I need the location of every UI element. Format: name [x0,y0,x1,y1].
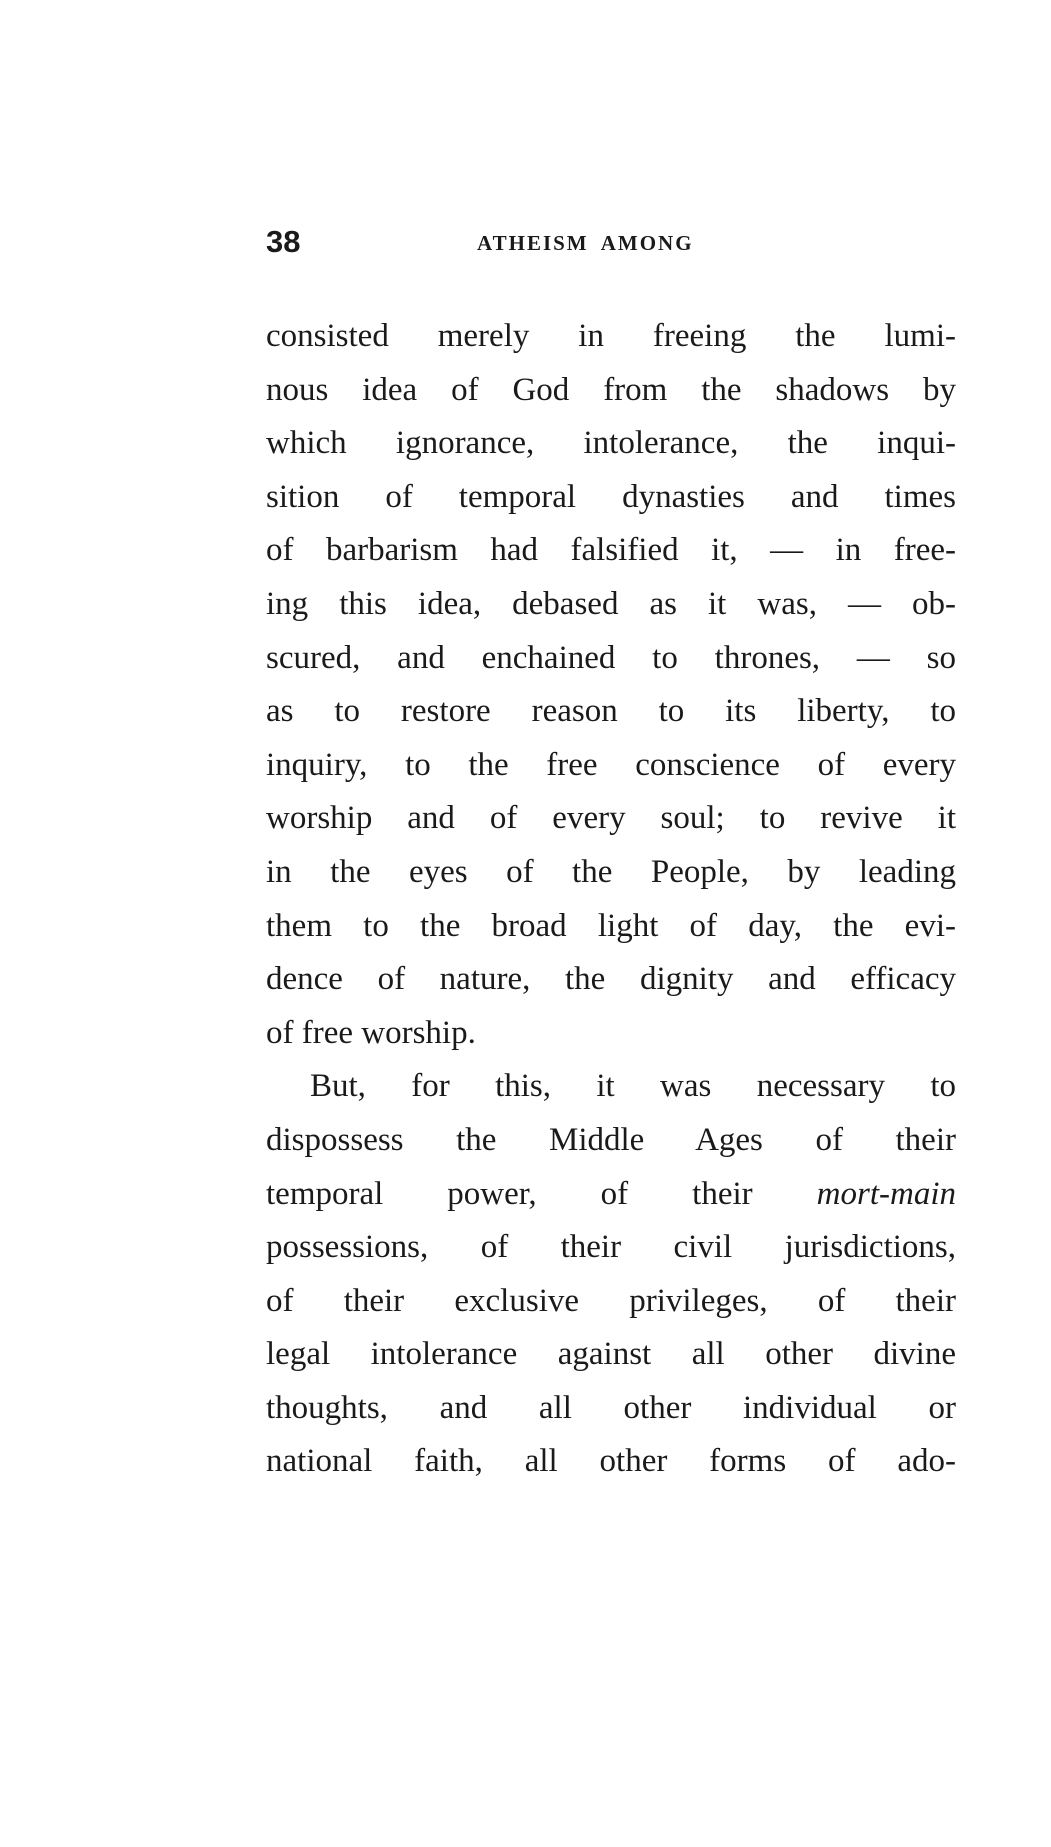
text-line: in the eyes of the People, by leading [266,853,956,890]
text-line: dence of nature, the dignity and efficacy [266,961,956,998]
body-text [266,310,956,1489]
text-line: ing this idea, debased as it was, — ob- [266,585,956,622]
text-segment: temporal power, of their [266,1175,817,1212]
text-line: of their exclusive privileges, of their [266,1282,956,1319]
text-line: dispossess the Middle Ages of their [266,1121,956,1158]
text-line: thoughts, and all other individual or [266,1389,956,1426]
running-head [266,222,956,262]
text-line: of free worship. [266,1014,476,1051]
text-line [266,1168,956,1222]
text-line: which ignorance, intolerance, the inqui- [266,425,956,462]
text-line: worship and of every soul; to revive it [266,800,956,837]
text-line: scured, and enchained to thrones, — so [266,639,956,676]
paragraph-1 [266,310,956,1060]
text-line: of barbarism had falsified it, — in free- [266,532,956,569]
text-line: national faith, all other forms of ado- [266,1443,956,1480]
text-line: legal intolerance against all other divine [266,1336,956,1373]
text-line: consisted merely in freeing the lumi- [266,318,956,354]
text-line: inquiry, to the free conscience of every [266,746,956,783]
page-number: 38 [266,224,301,259]
text-line: as to restore reason to its liberty, to [266,693,956,730]
text-line: nous idea of God from the shadows by [266,371,956,408]
paragraph-2 [266,1060,956,1489]
text-line: sition of temporal dynasties and times [266,478,956,515]
text-line: them to the broad light of day, the evi- [266,907,956,944]
text-line: But, for this, it was necessary to [310,1068,956,1105]
text-line: possessions, of their civil jurisdictions, [266,1229,956,1266]
italic-term: mort-main [816,1175,956,1212]
running-title: ATHEISM AMONG [477,231,694,255]
